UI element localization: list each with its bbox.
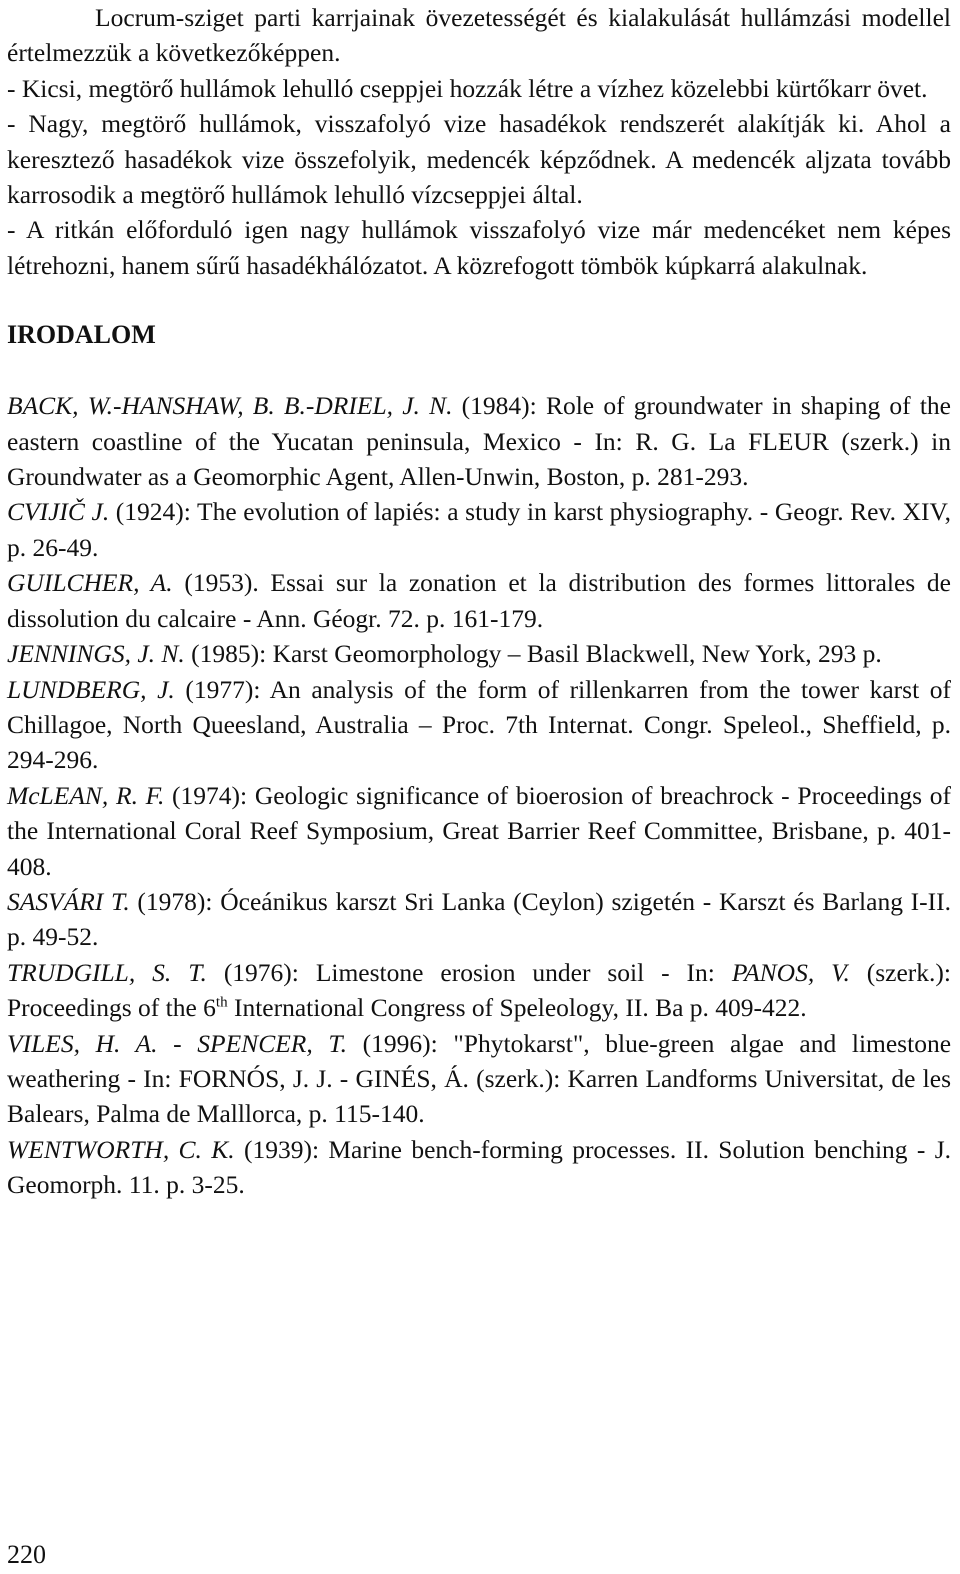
reference-text: (szerk.): Proceedings of the 6 — [7, 957, 951, 1023]
reference-text: (1996): "Phytokarst", blue-green algae and limestone weathering - In: FORNÓS, J. J. - GINÉS, Á. (szerk.): Karren Landforms Universitat, de les Balears, Palma de Malllorca, p. 115-140. — [7, 1028, 952, 1129]
page-content — [7, 0, 951, 1203]
reference-author: JENNINGS, J. N. — [7, 639, 185, 669]
reference-author: WENTWORTH, C. K. — [7, 1134, 235, 1164]
reference-entry — [7, 672, 951, 778]
ordinal-superscript: th — [215, 994, 228, 1011]
reference-editor: PANOS, V. — [731, 957, 850, 987]
reference-text: (1924): The evolution of lapiés: a study in karst physiography. - Geogr. Rev. XIV, p. 26-49. — [7, 497, 951, 562]
reference-entry — [7, 1026, 951, 1132]
reference-text: (1977): An analysis of the form of rillenkarren from the tower karst of Chillagoe, North Queesland, Australia – Proc. 7th Internat. Congr. Speleol., Sheffield, p. 294-296. — [7, 674, 951, 775]
reference-author: LUNDBERG, J. — [7, 674, 175, 704]
reference-entry-trudgill — [7, 955, 951, 1026]
references-list — [7, 388, 951, 1202]
reference-text: (1976): Limestone erosion under soil - In: — [206, 957, 732, 987]
reference-text: International Congress of Speleology, II. Ba p. 409-422. — [227, 993, 807, 1023]
intro-paragraph: Locrum-sziget parti karrjainak övezetességét és kialakulását hullámzási modellel értelmezzük a következőképpen. — [7, 3, 951, 68]
reference-text: (1974): Geologic significance of bioerosion of breachrock - Proceedings of the International Coral Reef Symposium, Great Barrier Reef Committee, Brisbane, p. 401-408. — [7, 780, 951, 881]
reference-author: CVIJIČ J. — [7, 497, 110, 527]
reference-author: SASVÁRI T. — [7, 886, 130, 916]
reference-author: GUILCHER, A. — [7, 568, 173, 598]
reference-text: (1984): Role of groundwater in shaping of the eastern coastline of the Yucatan peninsula, Mexico - In: R. G. La FLEUR (szerk.) in Groundwater as a Geomorphic Agent, Allen-Unwin, Boston, p. 281-293. — [7, 391, 951, 492]
point-very-large-waves: - A ritkán előforduló igen nagy hullámok visszafolyó vize már medencéket nem képes létrehozni, hanem sűrű hasadékhálózatot. A közrefogott tömbök kúpkarrá alakulnak. — [7, 215, 951, 280]
reference-author: VILES, H. A. - SPENCER, T. — [7, 1028, 348, 1058]
reference-author: McLEAN, R. F. — [7, 780, 165, 810]
reference-author: TRUDGILL, S. T. — [7, 957, 207, 987]
reference-entry — [7, 565, 951, 636]
reference-text: (1939): Marine bench-forming processes. II. Solution benching - J. Geomorph. 11. p. 3-25. — [7, 1134, 951, 1200]
reference-entry — [7, 778, 951, 884]
reference-entry — [7, 388, 951, 494]
point-large-waves: - Nagy, megtörő hullámok, visszafolyó vize hasadékok rendszerét alakítják ki. Ahol a keresztező hasadékok vize összefolyik, medencék képződnek. A medencék aljzata tovább karrosodik a megtörő hullámok lehulló vízcseppjei által. — [7, 109, 951, 210]
page-number: 220 — [7, 1540, 46, 1569]
reference-entry — [7, 884, 951, 955]
reference-text: (1985): Karst Geomorphology – Basil Blackwell, New York, 293 p. — [184, 639, 882, 669]
reference-entry — [7, 1132, 951, 1203]
reference-text: (1978): Óceánikus karszt Sri Lanka (Ceylon) szigetén - Karszt és Barlang I-II. p. 49-52. — [7, 886, 952, 952]
reference-entry — [7, 494, 951, 565]
point-small-waves: - Kicsi, megtörő hullámok lehulló cseppjei hozzák létre a vízhez közelebbi kürtőkarr övet. — [7, 73, 928, 103]
references-heading: IRODALOM — [7, 320, 156, 350]
reference-entry — [7, 636, 951, 671]
reference-text: (1953). Essai sur la zonation et la distribution des formes littorales de dissolution du calcaire - Ann. Géogr. 72. p. 161-179. — [7, 568, 951, 633]
reference-author: BACK, W.-HANSHAW, B. B.-DRIEL, J. N. — [7, 391, 453, 421]
